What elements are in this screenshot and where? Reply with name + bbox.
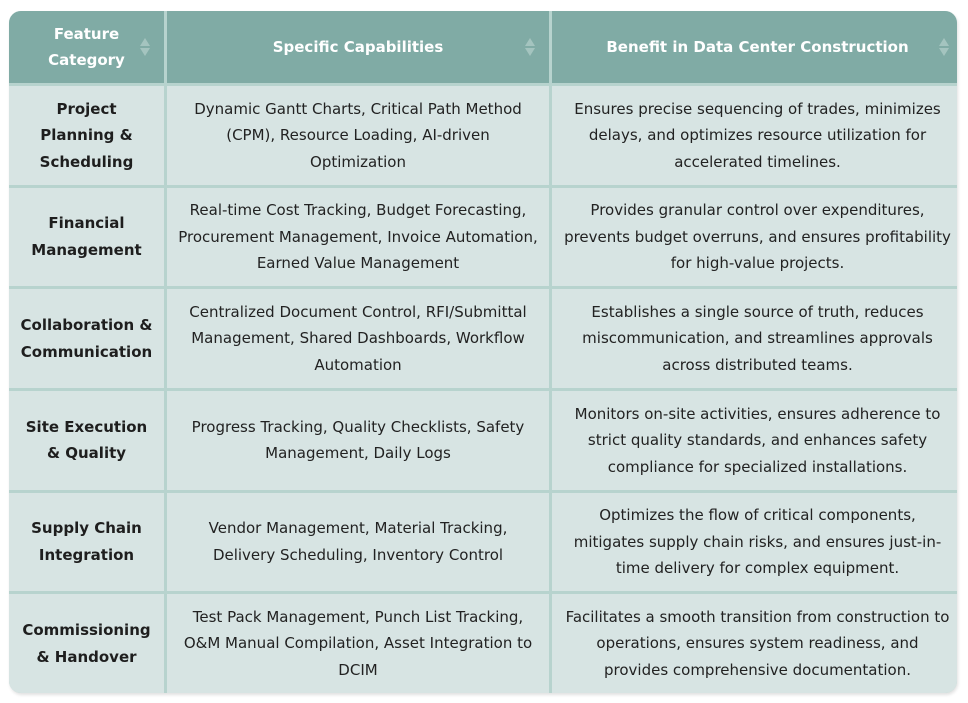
- column-header-specific-capabilities[interactable]: [167, 11, 549, 83]
- feature-comparison-table: [9, 11, 957, 693]
- feature-category-cell: Collaboration & Communication: [9, 289, 164, 388]
- sort-icon[interactable]: [140, 38, 150, 56]
- table-row: [9, 493, 957, 592]
- benefit-cell: Provides granular control over expenditures, prevents budget overruns, and ensures profitability for high-value projects.: [552, 188, 957, 287]
- table-row: [9, 594, 957, 693]
- table-row: [9, 86, 957, 185]
- feature-category-cell: Financial Management: [9, 188, 164, 287]
- sort-icon[interactable]: [939, 38, 949, 56]
- capabilities-cell: Centralized Document Control, RFI/Submittal Management, Shared Dashboards, Workflow Automation: [167, 289, 549, 388]
- benefit-cell: Monitors on-site activities, ensures adherence to strict quality standards, and enhances safety compliance for specialized installations.: [552, 391, 957, 490]
- column-header-label: Feature Category: [48, 25, 125, 69]
- feature-category-cell: Commissioning & Handover: [9, 594, 164, 693]
- capabilities-cell: Real-time Cost Tracking, Budget Forecasting, Procurement Management, Invoice Automation, Earned Value Management: [167, 188, 549, 287]
- benefit-cell: Ensures precise sequencing of trades, minimizes delays, and optimizes resource utilization for accelerated timelines.: [552, 86, 957, 185]
- feature-category-cell: Project Planning & Scheduling: [9, 86, 164, 185]
- column-header-label: Benefit in Data Center Construction: [606, 38, 909, 56]
- table-row: [9, 391, 957, 490]
- column-header-feature-category[interactable]: [9, 11, 164, 83]
- benefit-cell: Establishes a single source of truth, reduces miscommunication, and streamlines approvals across distributed teams.: [552, 289, 957, 388]
- column-header-benefit[interactable]: [552, 11, 957, 83]
- sort-icon[interactable]: [525, 38, 535, 56]
- table-row: [9, 188, 957, 287]
- column-header-label: Specific Capabilities: [272, 38, 444, 56]
- feature-table: [9, 11, 957, 693]
- capabilities-cell: Progress Tracking, Quality Checklists, Safety Management, Daily Logs: [167, 391, 549, 490]
- capabilities-cell: Vendor Management, Material Tracking, Delivery Scheduling, Inventory Control: [167, 493, 549, 592]
- header-row: [9, 11, 957, 83]
- table-row: [9, 289, 957, 388]
- feature-category-cell: Site Execution & Quality: [9, 391, 164, 490]
- benefit-cell: Facilitates a smooth transition from construction to operations, ensures system readiness, and provides comprehensive documentation.: [552, 594, 957, 693]
- capabilities-cell: Dynamic Gantt Charts, Critical Path Method (CPM), Resource Loading, AI-driven Optimization: [167, 86, 549, 185]
- feature-category-cell: Supply Chain Integration: [9, 493, 164, 592]
- benefit-cell: Optimizes the flow of critical components, mitigates supply chain risks, and ensures just-in-time delivery for complex equipment.: [552, 493, 957, 592]
- capabilities-cell: Test Pack Management, Punch List Tracking, O&M Manual Compilation, Asset Integration to DCIM: [167, 594, 549, 693]
